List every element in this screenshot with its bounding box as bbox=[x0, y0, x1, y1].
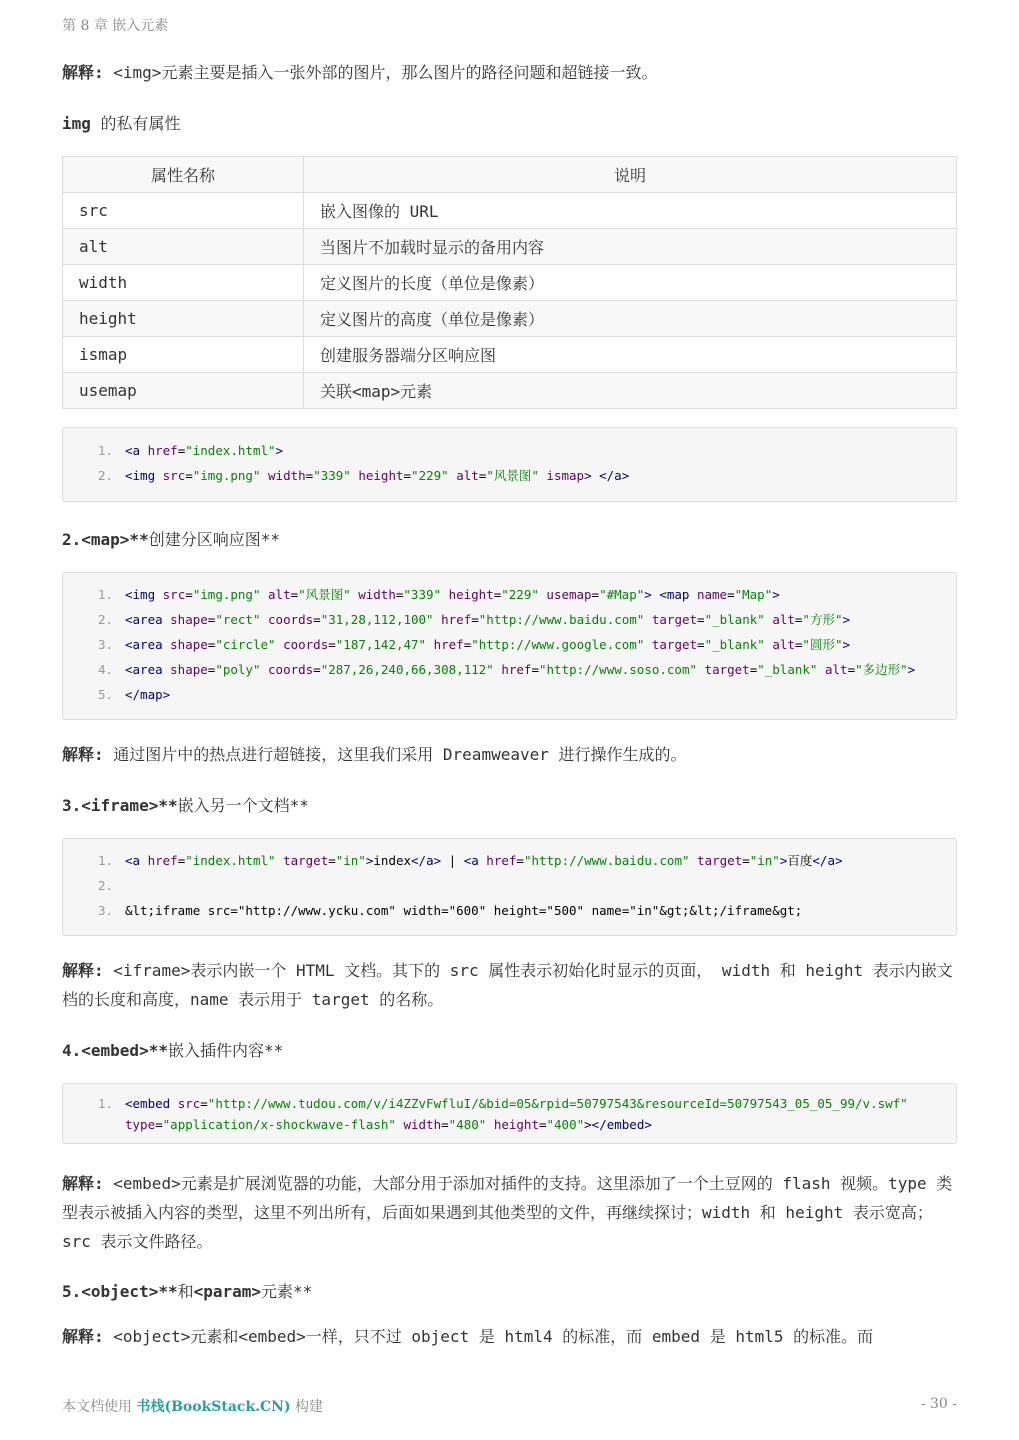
code-token: > bbox=[275, 443, 284, 458]
table-cell: 嵌入图像的 URL bbox=[304, 193, 957, 229]
code-block-map[interactable] bbox=[62, 572, 957, 720]
table-cell: 关联<map>元素 bbox=[304, 373, 957, 409]
code-block-img[interactable] bbox=[62, 427, 957, 502]
line-number: 2. bbox=[97, 612, 113, 627]
code-token: = bbox=[794, 612, 803, 627]
code-token: href bbox=[501, 662, 532, 677]
code-token: = bbox=[290, 587, 299, 602]
code-token: src bbox=[162, 587, 186, 602]
line-number: 5. bbox=[97, 687, 113, 702]
code-token bbox=[644, 637, 652, 652]
table-cell: width bbox=[63, 265, 304, 301]
code-token: alt bbox=[824, 662, 848, 677]
table-cell: 定义图片的长度（单位是像素） bbox=[304, 265, 957, 301]
code-token: "339" bbox=[403, 587, 442, 602]
code-token: = bbox=[847, 662, 856, 677]
code-token bbox=[644, 612, 652, 627]
explain-text: <iframe>表示内嵌一个 HTML 文档。其下的 src 属性表示初始化时显示的页面， width 和 height 表示内嵌文档的长度和高度，name 表示用于 target 的名称。 bbox=[62, 961, 953, 1009]
section-heading-iframe bbox=[62, 793, 309, 816]
code-token: = bbox=[328, 637, 336, 652]
line-number: 1. bbox=[97, 587, 113, 602]
code-token: href bbox=[441, 612, 472, 627]
code-line bbox=[63, 657, 956, 682]
table-row bbox=[63, 265, 957, 301]
code-token: "circle" bbox=[215, 637, 276, 652]
code-token: 百度 bbox=[787, 853, 813, 868]
table-cell: height bbox=[63, 301, 304, 337]
code-token: width bbox=[358, 587, 396, 602]
code-token: "img.png" bbox=[192, 468, 261, 483]
section-heading-embed bbox=[62, 1038, 283, 1061]
line-number: 4. bbox=[97, 662, 113, 677]
code-token: "339" bbox=[313, 468, 351, 483]
code-token bbox=[260, 587, 268, 602]
code-token: = bbox=[697, 637, 705, 652]
footer-suffix: 构建 bbox=[290, 1399, 324, 1415]
code-token: </a> bbox=[812, 853, 843, 868]
code-token: "application/x-shockwave-flash" bbox=[162, 1117, 396, 1132]
code-token: ismap bbox=[546, 468, 585, 483]
code-token: = bbox=[207, 662, 216, 677]
heading-code: img bbox=[62, 114, 91, 133]
heading-bold: 4.<embed>** bbox=[62, 1041, 168, 1060]
heading-bold: <param> bbox=[193, 1282, 262, 1301]
code-token: <a bbox=[125, 853, 148, 868]
code-token bbox=[817, 662, 825, 677]
code-token: "圆形" bbox=[802, 637, 843, 652]
code-token: = bbox=[697, 612, 705, 627]
code-token: "rect" bbox=[215, 612, 261, 627]
code-token: = bbox=[749, 662, 758, 677]
code-token: "http://www.baidu.com" bbox=[478, 612, 645, 627]
code-block-iframe[interactable] bbox=[62, 838, 957, 936]
code-token: target bbox=[651, 637, 698, 652]
img-attributes-heading bbox=[62, 111, 181, 134]
table-cell: 创建服务器端分区响应图 bbox=[304, 337, 957, 373]
code-token: > bbox=[842, 637, 851, 652]
explain-text: <embed>元素是扩展浏览器的功能，大部分用于添加对插件的支持。这里添加了一个土豆网的 flash 视频。type 类型表示被插入内容的类型，这里不列出所有，后面如果遇到其他类型的文件，再继续探讨；width 和 height 表示宽高；src 表示文件路径。 bbox=[62, 1174, 953, 1251]
heading-bold: 5.<object>** bbox=[62, 1282, 178, 1301]
table-cell: src bbox=[63, 193, 304, 229]
code-token: "http://www.soso.com" bbox=[538, 662, 698, 677]
code-token: "_blank" bbox=[704, 612, 765, 627]
code-line bbox=[63, 898, 956, 923]
paragraph-map-explain bbox=[62, 740, 957, 769]
code-token: "img.png" bbox=[192, 587, 261, 602]
code-token: </a> bbox=[411, 853, 442, 868]
code-token: coords bbox=[283, 637, 329, 652]
table-cell: usemap bbox=[63, 373, 304, 409]
section-heading-object bbox=[62, 1279, 312, 1302]
code-token: <img bbox=[125, 587, 163, 602]
code-token: = bbox=[155, 1117, 163, 1132]
table-row bbox=[63, 229, 957, 265]
code-line bbox=[63, 582, 956, 607]
code-token: <a bbox=[125, 443, 148, 458]
code-token: "31,28,112,100" bbox=[320, 612, 434, 627]
code-token: <area bbox=[125, 612, 171, 627]
code-token bbox=[260, 612, 268, 627]
paragraph-iframe-explain bbox=[62, 956, 957, 1014]
line-number: 1. bbox=[97, 1096, 113, 1111]
code-token: name bbox=[696, 587, 728, 602]
code-token: = bbox=[478, 468, 487, 483]
code-token: | bbox=[441, 853, 464, 868]
heading-text: 的私有属性 bbox=[90, 114, 181, 133]
code-token: shape bbox=[170, 637, 208, 652]
code-token: "http://www.baidu.com" bbox=[523, 853, 690, 868]
code-token: "风景图" bbox=[486, 468, 539, 483]
line-number: 1. bbox=[97, 853, 113, 868]
code-token: width bbox=[268, 468, 306, 483]
heading-text: 元素** bbox=[261, 1282, 313, 1301]
code-token: "poly" bbox=[215, 662, 261, 677]
code-token: "480" bbox=[448, 1117, 487, 1132]
code-token: = bbox=[591, 587, 600, 602]
code-token: = bbox=[463, 637, 472, 652]
code-token: ></embed> bbox=[584, 1117, 652, 1132]
paragraph-img-explain bbox=[62, 58, 957, 87]
code-token: = bbox=[207, 637, 216, 652]
explain-text: <img>元素主要是插入一张外部的图片，那么图片的路径问题和超链接一致。 bbox=[103, 63, 658, 82]
explain-label: 解释: bbox=[62, 745, 104, 764]
code-token: "in" bbox=[335, 853, 366, 868]
code-token: = bbox=[185, 468, 193, 483]
paragraph-embed-explain bbox=[62, 1169, 957, 1256]
paragraph-object-explain bbox=[62, 1322, 957, 1351]
code-token: <img bbox=[125, 468, 163, 483]
table-row bbox=[63, 337, 957, 373]
code-token: </map> bbox=[125, 687, 171, 702]
code-token: alt bbox=[772, 637, 795, 652]
code-token: = bbox=[395, 587, 404, 602]
line-number: 3. bbox=[97, 903, 113, 918]
code-block-embed[interactable] bbox=[62, 1083, 957, 1144]
explain-label: 解释: bbox=[62, 63, 104, 82]
code-token: > bbox=[779, 853, 788, 868]
code-token: coords bbox=[268, 612, 314, 627]
code-token: alt bbox=[772, 612, 795, 627]
code-token: <area bbox=[125, 662, 171, 677]
page-number: - 30 - bbox=[920, 1396, 957, 1412]
code-token bbox=[260, 468, 268, 483]
code-token: target bbox=[697, 853, 743, 868]
code-token: = bbox=[305, 468, 314, 483]
footer-brand-link[interactable]: 书栈(BookStack.CN) bbox=[136, 1399, 291, 1415]
code-token: href bbox=[433, 637, 464, 652]
code-token: width bbox=[403, 1117, 442, 1132]
code-token: = bbox=[538, 1117, 547, 1132]
code-token: = bbox=[200, 1096, 208, 1111]
heading-bold: 3.<iframe>** bbox=[62, 796, 178, 815]
heading-bold: 2.<map>** bbox=[62, 530, 149, 549]
code-token: "400" bbox=[546, 1117, 585, 1132]
code-line bbox=[63, 632, 956, 657]
code-token: src bbox=[162, 468, 186, 483]
explain-text: 通过图片中的热点进行超链接，这里我们采用 Dreamweaver 进行操作生成的。 bbox=[103, 745, 687, 764]
code-token: = bbox=[531, 662, 539, 677]
code-token: "187,142,47" bbox=[335, 637, 427, 652]
code-token: = bbox=[328, 853, 336, 868]
code-line bbox=[63, 1114, 956, 1135]
img-attributes-table bbox=[62, 156, 957, 409]
code-token: <area bbox=[125, 637, 171, 652]
code-token bbox=[260, 662, 268, 677]
code-token bbox=[426, 637, 434, 652]
code-token: = bbox=[177, 443, 186, 458]
code-token: = bbox=[794, 637, 803, 652]
code-token: "多边形" bbox=[855, 662, 908, 677]
explain-label: 解释: bbox=[62, 1327, 104, 1346]
code-token: = bbox=[742, 853, 750, 868]
code-token bbox=[434, 612, 442, 627]
line-number: 2. bbox=[97, 468, 113, 483]
table-header-cell: 说明 bbox=[304, 157, 957, 193]
code-token: "229" bbox=[411, 468, 449, 483]
line-number: 2. bbox=[97, 878, 113, 893]
code-token: > bbox=[907, 662, 916, 677]
footer-prefix: 本文档使用 bbox=[62, 1399, 137, 1415]
code-line bbox=[63, 463, 956, 488]
code-token: href bbox=[147, 443, 178, 458]
code-token: coords bbox=[268, 662, 314, 677]
heading-text: 嵌入另一个文档** bbox=[177, 796, 309, 815]
code-token: target bbox=[651, 612, 698, 627]
line-number: 1. bbox=[97, 443, 113, 458]
heading-text: 嵌入插件内容** bbox=[167, 1041, 284, 1060]
table-cell: 定义图片的高度（单位是像素） bbox=[304, 301, 957, 337]
table-header-cell: 属性名称 bbox=[63, 157, 304, 193]
code-token: = bbox=[177, 853, 186, 868]
code-token: > <map bbox=[644, 587, 697, 602]
code-token bbox=[441, 587, 449, 602]
code-token: "#Map" bbox=[599, 587, 645, 602]
code-token: > bbox=[365, 853, 374, 868]
code-token: height bbox=[448, 587, 494, 602]
running-header: 第 8 章 嵌入元素 bbox=[62, 18, 169, 34]
code-token: alt bbox=[456, 468, 479, 483]
code-token bbox=[697, 662, 705, 677]
code-token: "Map" bbox=[734, 587, 773, 602]
code-token: alt bbox=[268, 587, 291, 602]
heading-text: 创建分区响应图** bbox=[148, 530, 280, 549]
explain-label: 解释: bbox=[62, 1174, 104, 1193]
code-token: = bbox=[207, 612, 216, 627]
explain-text: <object>元素和<embed>一样，只不过 object 是 html4 的标准，而 embed 是 html5 的标准。而 bbox=[103, 1327, 874, 1346]
code-token: src bbox=[177, 1096, 201, 1111]
section-heading-map bbox=[62, 527, 280, 550]
code-token: = bbox=[471, 612, 479, 627]
table-row bbox=[63, 301, 957, 337]
code-token: shape bbox=[170, 612, 208, 627]
code-token: shape bbox=[170, 662, 208, 677]
code-token: = bbox=[727, 587, 735, 602]
code-token: = bbox=[516, 853, 524, 868]
heading-text: 和 bbox=[177, 1282, 194, 1301]
code-line bbox=[63, 873, 956, 898]
line-number: 3. bbox=[97, 637, 113, 652]
table-header-row bbox=[63, 157, 957, 193]
code-token: "in" bbox=[749, 853, 780, 868]
code-token: = bbox=[313, 612, 321, 627]
table-cell: ismap bbox=[63, 337, 304, 373]
code-line bbox=[63, 848, 956, 873]
code-token: > bbox=[842, 612, 851, 627]
code-token: "index.html" bbox=[185, 443, 276, 458]
code-token: = bbox=[185, 587, 193, 602]
code-token bbox=[276, 853, 284, 868]
code-token: <a bbox=[463, 853, 487, 868]
code-token: target bbox=[704, 662, 750, 677]
code-token: = bbox=[313, 662, 321, 677]
code-token: > </a> bbox=[584, 468, 630, 483]
code-token: > bbox=[772, 587, 780, 602]
code-token bbox=[690, 853, 698, 868]
footer-credit bbox=[62, 1396, 323, 1416]
code-token: = bbox=[493, 587, 502, 602]
code-token: "229" bbox=[501, 587, 539, 602]
code-token: href bbox=[147, 853, 178, 868]
code-token: &lt;iframe src="http://www.ycku.com" width="600" height="500" name="in"&gt;&lt;/iframe&gt; bbox=[125, 903, 803, 918]
code-line bbox=[63, 607, 956, 632]
table-cell: 当图片不加载时显示的备用内容 bbox=[304, 229, 957, 265]
code-token: type bbox=[125, 1117, 156, 1132]
code-line bbox=[63, 682, 956, 707]
code-token: "http://www.google.com" bbox=[471, 637, 645, 652]
code-line bbox=[63, 438, 956, 463]
code-token: usemap bbox=[546, 587, 592, 602]
code-token: target bbox=[283, 853, 329, 868]
table-row bbox=[63, 373, 957, 409]
code-token: height bbox=[493, 1117, 539, 1132]
table-row bbox=[63, 193, 957, 229]
code-line bbox=[63, 1093, 956, 1114]
code-token: "http://www.tudou.com/v/i4ZZvFwfluI/&bid=05&rpid=50797543&resourceId=50797543_05_05_99/v.swf" bbox=[207, 1096, 908, 1111]
code-token: "方形" bbox=[802, 612, 843, 627]
code-token: "风景图" bbox=[298, 587, 351, 602]
code-token: = bbox=[403, 468, 412, 483]
code-token: "index.html" bbox=[185, 853, 276, 868]
code-token: "_blank" bbox=[704, 637, 765, 652]
table-cell: alt bbox=[63, 229, 304, 265]
explain-label: 解释: bbox=[62, 961, 104, 980]
code-token bbox=[276, 637, 284, 652]
code-token: = bbox=[441, 1117, 449, 1132]
code-token: "287,26,240,66,308,112" bbox=[320, 662, 494, 677]
code-token: "_blank" bbox=[757, 662, 818, 677]
code-token bbox=[486, 1117, 494, 1132]
code-token: index bbox=[373, 853, 412, 868]
code-token: height bbox=[358, 468, 404, 483]
code-token: href bbox=[486, 853, 517, 868]
code-token: <embed bbox=[125, 1096, 178, 1111]
